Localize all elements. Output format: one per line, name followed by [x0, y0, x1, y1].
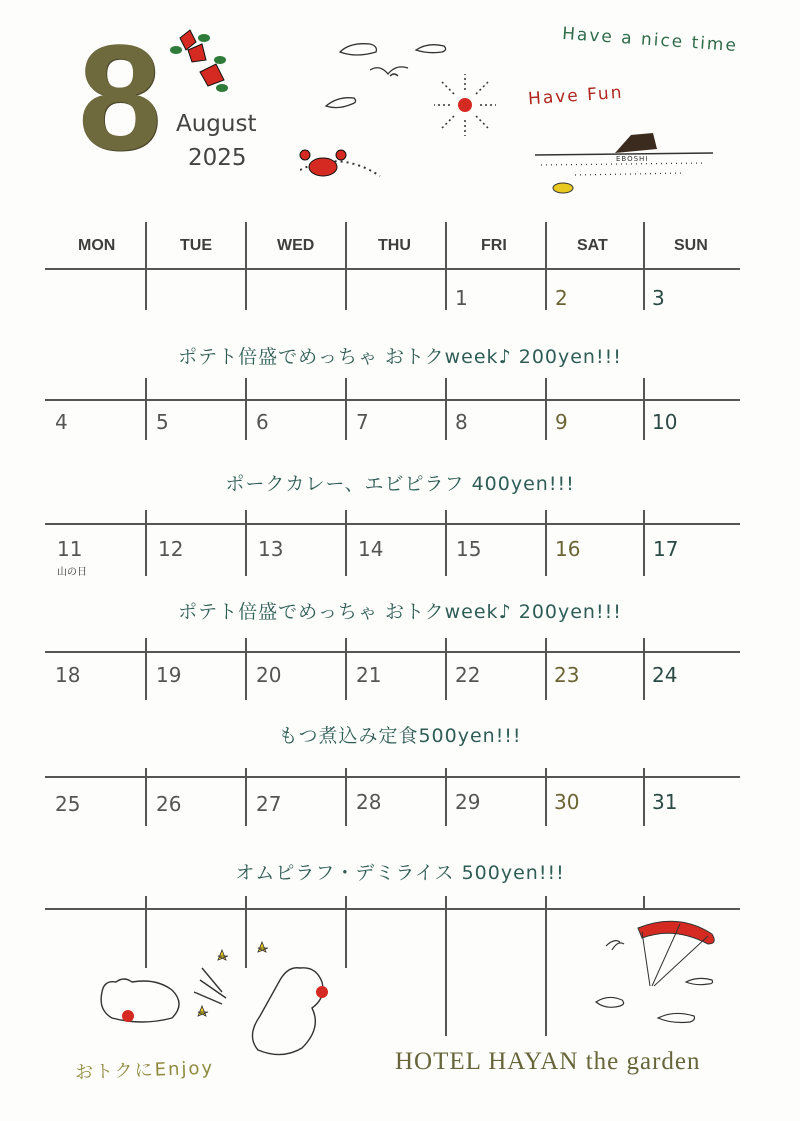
column-divider — [345, 638, 347, 700]
cats-illustration — [90, 940, 360, 1075]
day-cell: 13 — [258, 537, 284, 561]
week-3-promo: ポテト倍盛でめっちゃ おトクweek♪ 200yen!!! — [178, 601, 622, 623]
day-cell: 29 — [455, 790, 481, 814]
column-divider — [445, 896, 447, 1036]
column-divider — [545, 510, 547, 576]
column-divider — [145, 638, 147, 700]
day-cell: 4 — [55, 410, 68, 434]
crab-illustration — [295, 145, 355, 185]
day-cell: 5 — [156, 410, 169, 434]
weekday-tue: TUE — [180, 237, 212, 254]
day-cell: 18 — [55, 663, 81, 687]
header-underline — [45, 268, 740, 270]
weekday-mon: MON — [78, 237, 116, 254]
weekday-sat: SAT — [577, 237, 608, 254]
day-cell: 2 — [555, 286, 568, 310]
day-cell: 9 — [555, 410, 568, 434]
day-cell: 11 — [57, 537, 83, 561]
column-divider — [345, 222, 347, 310]
column-divider — [245, 222, 247, 310]
column-divider — [345, 510, 347, 576]
column-divider — [545, 768, 547, 826]
day-cell: 31 — [652, 790, 678, 814]
day-cell: 7 — [356, 410, 369, 434]
day-cell: 8 — [455, 410, 468, 434]
day-cell: 19 — [156, 663, 182, 687]
week-line — [45, 399, 740, 401]
day-cell: 22 — [455, 663, 481, 687]
month-name: August — [176, 111, 257, 137]
holiday-label: 山の日 — [57, 567, 87, 578]
day-cell: 21 — [356, 663, 382, 687]
column-divider — [545, 896, 547, 1036]
weekday-thu: THU — [378, 237, 411, 254]
day-cell: 24 — [652, 663, 678, 687]
column-divider — [245, 510, 247, 576]
column-divider — [145, 510, 147, 576]
paraglider-illustration — [590, 910, 730, 1030]
day-cell: 26 — [156, 792, 182, 816]
month-number: 8 — [78, 13, 162, 181]
column-divider — [145, 768, 147, 826]
day-cell: 23 — [554, 663, 580, 687]
column-divider — [145, 378, 147, 440]
column-divider — [643, 378, 645, 440]
column-divider — [145, 222, 147, 310]
week-1-promo: ポテト倍盛でめっちゃ おトクweek♪ 200yen!!! — [178, 346, 622, 368]
day-cell: 16 — [555, 537, 581, 561]
day-cell: 27 — [256, 792, 282, 816]
day-cell: 12 — [158, 537, 184, 561]
column-divider — [245, 378, 247, 440]
column-divider — [345, 378, 347, 440]
column-divider — [445, 222, 447, 310]
eboshi-sign: EBOSHI — [616, 155, 649, 163]
flower-illustration — [160, 20, 240, 100]
column-divider — [345, 768, 347, 826]
column-divider — [545, 222, 547, 310]
day-cell: 14 — [358, 537, 384, 561]
day-cell: 1 — [455, 286, 468, 310]
column-divider — [445, 638, 447, 700]
week-line — [45, 776, 740, 778]
column-divider — [643, 896, 645, 908]
week-line — [45, 651, 740, 653]
footer-hotel-name: HOTEL HAYAN the garden — [395, 1048, 701, 1075]
day-cell: 17 — [653, 537, 679, 561]
day-cell: 15 — [456, 537, 482, 561]
column-divider — [643, 768, 645, 826]
column-divider — [643, 510, 645, 576]
year-label: 2025 — [188, 145, 247, 171]
tagline-have-a-nice-time: Have a nice time — [561, 23, 739, 57]
week-4-promo: もつ煮込み定食500yen!!! — [278, 725, 522, 747]
column-divider — [545, 638, 547, 700]
day-cell: 6 — [256, 410, 269, 434]
column-divider — [445, 768, 447, 826]
column-divider — [245, 638, 247, 700]
column-divider — [445, 510, 447, 576]
day-cell: 3 — [652, 286, 665, 310]
column-divider — [445, 378, 447, 440]
tagline-have-fun: Have Fun — [527, 82, 625, 110]
weekday-fri: FRI — [481, 237, 507, 254]
day-cell: 10 — [652, 410, 678, 434]
day-cell: 30 — [554, 790, 580, 814]
column-divider — [545, 378, 547, 440]
day-cell: 25 — [55, 792, 81, 816]
week-line — [45, 523, 740, 525]
weekday-wed: WED — [277, 237, 315, 254]
column-divider — [643, 222, 645, 310]
column-divider — [245, 768, 247, 826]
week-2-promo: ポークカレー、エビピラフ 400yen!!! — [225, 473, 575, 495]
day-cell: 20 — [256, 663, 282, 687]
week-5-promo: オムピラフ・デミライス 500yen!!! — [235, 862, 565, 884]
weekday-sun: SUN — [674, 237, 708, 254]
footer-enjoy-text: おトクにEnjoy — [74, 1057, 215, 1084]
day-cell: 28 — [356, 790, 382, 814]
column-divider — [643, 638, 645, 700]
